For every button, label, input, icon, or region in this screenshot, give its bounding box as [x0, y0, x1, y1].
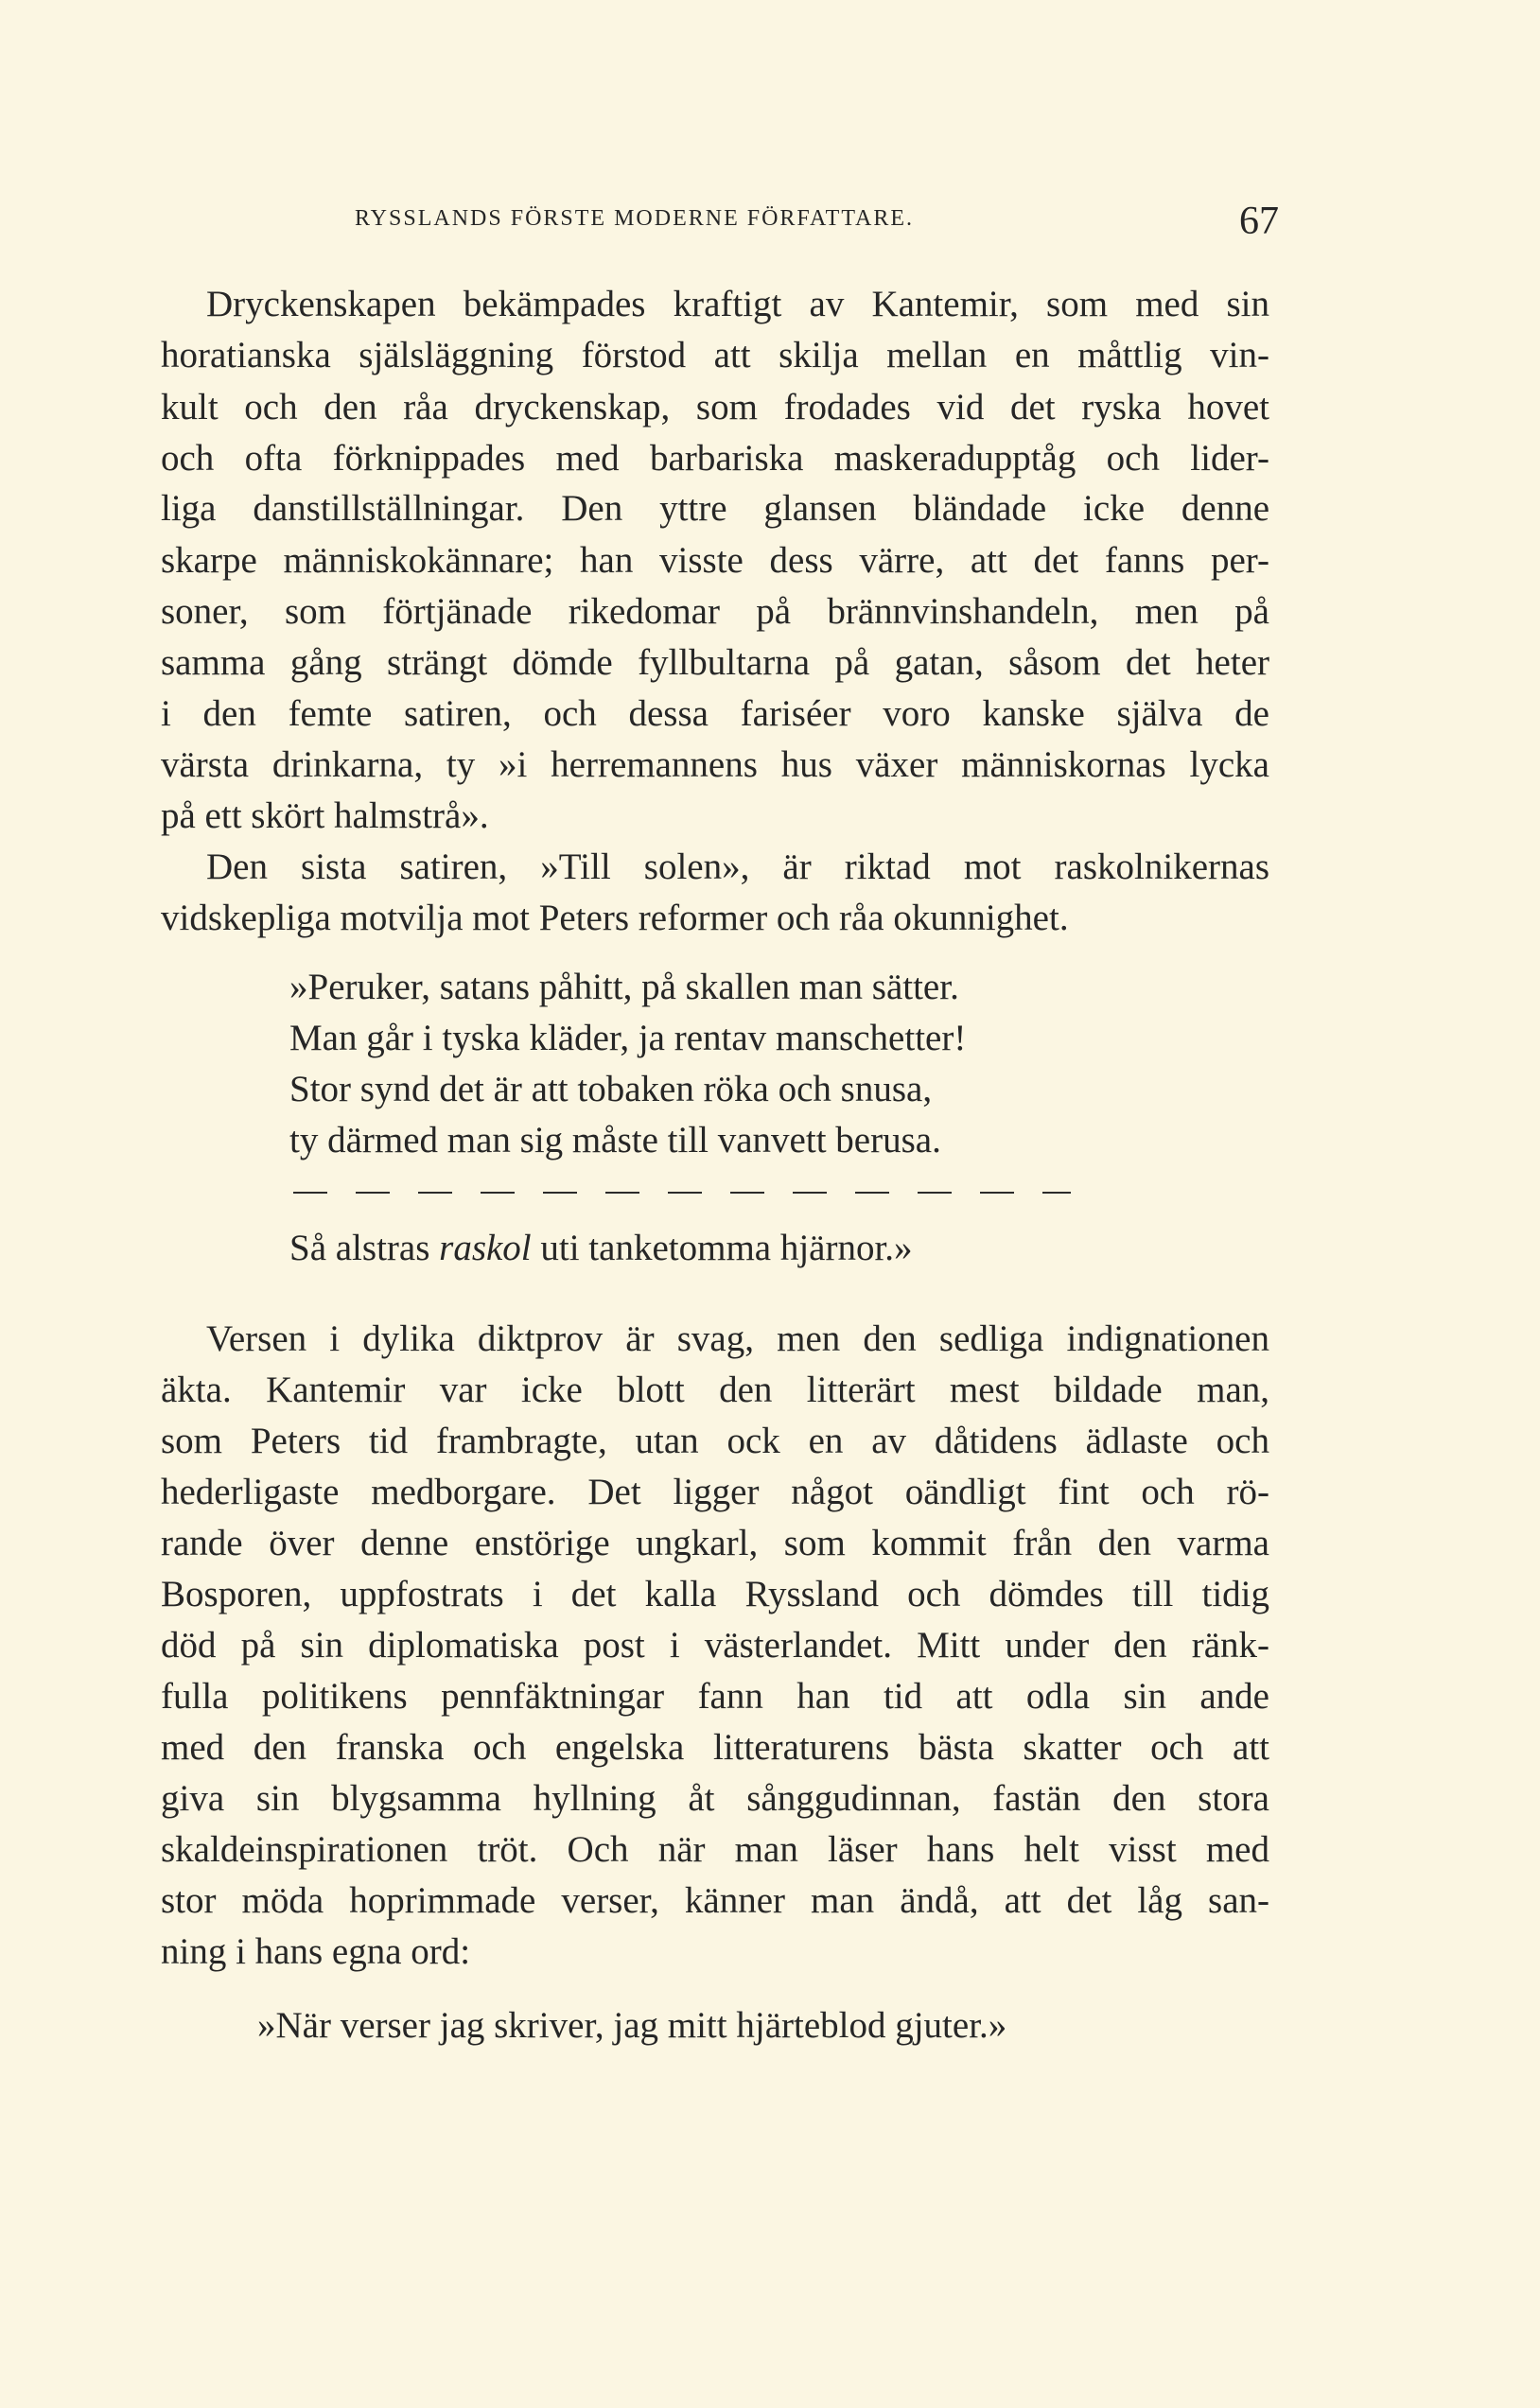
running-head: RYSSLANDS FÖRSTE MODERNE FÖRFATTARE. — [355, 206, 915, 231]
paragraph-1-line: värsta drinkarna, ty »i herremannens hus växer människornas lycka — [161, 744, 1269, 785]
paragraph-1-line: samma gång strängt dömde fyllbultarna på gatan, såsom det heter — [161, 642, 1269, 683]
paragraph-3-line: med den franska och engelska litteraturens bästa skatter och att — [161, 1727, 1269, 1768]
paragraph-3-line: rande över denne enstörige ungkarl, som kommit från den varma — [161, 1523, 1269, 1563]
paragraph-1-line: skarpe människokännare; han visste dess värre, att det fanns per- — [161, 540, 1269, 581]
paragraph-2-line: Den sista satiren, »Till solen», är riktad mot raskolnikernas — [206, 846, 1269, 887]
verse-last-line — [289, 1224, 913, 1273]
paragraph-1-line: och ofta förknippades med barbariska maskeradupptåg och lider- — [161, 438, 1269, 479]
verse-line: ty därmed man sig måste till vanvett berusa. — [289, 1120, 941, 1160]
verse-text: uti tanketomma hjärnor.» — [531, 1228, 913, 1268]
verse-text: Så alstras — [289, 1228, 440, 1268]
paragraph-3-line: hederligaste medborgare. Det ligger något oändligt fint och rö- — [161, 1472, 1269, 1512]
paragraph-1-line: på ett skört halmstrå». — [161, 795, 489, 836]
closing-verse: »När verser jag skriver, jag mitt hjärteblod gjuter.» — [257, 2005, 1007, 2046]
paragraph-2-line: vidskepliga motvilja mot Peters reformer och råa okunnighet. — [161, 898, 1069, 938]
paragraph-3-line: stor möda hoprimmade verser, känner man ändå, att det låg san- — [161, 1880, 1269, 1921]
paragraph-1-line: i den femte satiren, och dessa fariséer voro kanske själva de — [161, 693, 1269, 734]
paragraph-1-line: Dryckenskapen bekämpades kraftigt av Kantemir, som med sin — [206, 284, 1269, 324]
verse-line: »Peruker, satans påhitt, på skallen man sätter. — [289, 967, 959, 1007]
page-number: 67 — [1239, 200, 1279, 243]
paragraph-1-line: kult och den råa dryckenskap, som frodades vid det ryska hovet — [161, 387, 1269, 428]
paragraph-3-line: fulla politikens pennfäktningar fann han tid att odla sin ande — [161, 1676, 1269, 1717]
paragraph-3-line: Bosporen, uppfostrats i det kalla Ryssland och dömdes till tidig — [161, 1574, 1269, 1614]
paragraph-1-line: liga danstillställningar. Den yttre glansen bländade icke denne — [161, 488, 1269, 529]
paragraph-3-line: som Peters tid frambragte, utan ock en av dåtidens ädlaste och — [161, 1421, 1269, 1461]
verse-line: Stor synd det är att tobaken röka och snusa, — [289, 1069, 933, 1109]
paragraph-3-line: ning i hans egna ord: — [161, 1931, 471, 1972]
paragraph-1-line: soner, som förtjänade rikedomar på brännvinshandeln, men på — [161, 591, 1269, 632]
paragraph-3-line: Versen i dylika diktprov är svag, men den sedliga indignationen — [206, 1318, 1269, 1359]
omission-dash-line — [293, 1192, 1071, 1194]
verse-line: Man går i tyska kläder, ja rentav manschetter! — [289, 1018, 967, 1058]
paragraph-3-line: död på sin diplomatiska post i västerlandet. Mitt under den ränk- — [161, 1625, 1269, 1666]
paragraph-1-line: horatianska själsläggning förstod att skilja mellan en måttlig vin- — [161, 335, 1269, 375]
paragraph-3-line: giva sin blygsamma hyllning åt sånggudinnan, fastän den stora — [161, 1778, 1269, 1819]
paragraph-3-line: äkta. Kantemir var icke blott den litterärt mest bildade man, — [161, 1370, 1269, 1410]
verse-italic-word: raskol — [439, 1228, 532, 1268]
paragraph-3-line: skaldeinspirationen tröt. Och när man läser hans helt visst med — [161, 1829, 1269, 1870]
